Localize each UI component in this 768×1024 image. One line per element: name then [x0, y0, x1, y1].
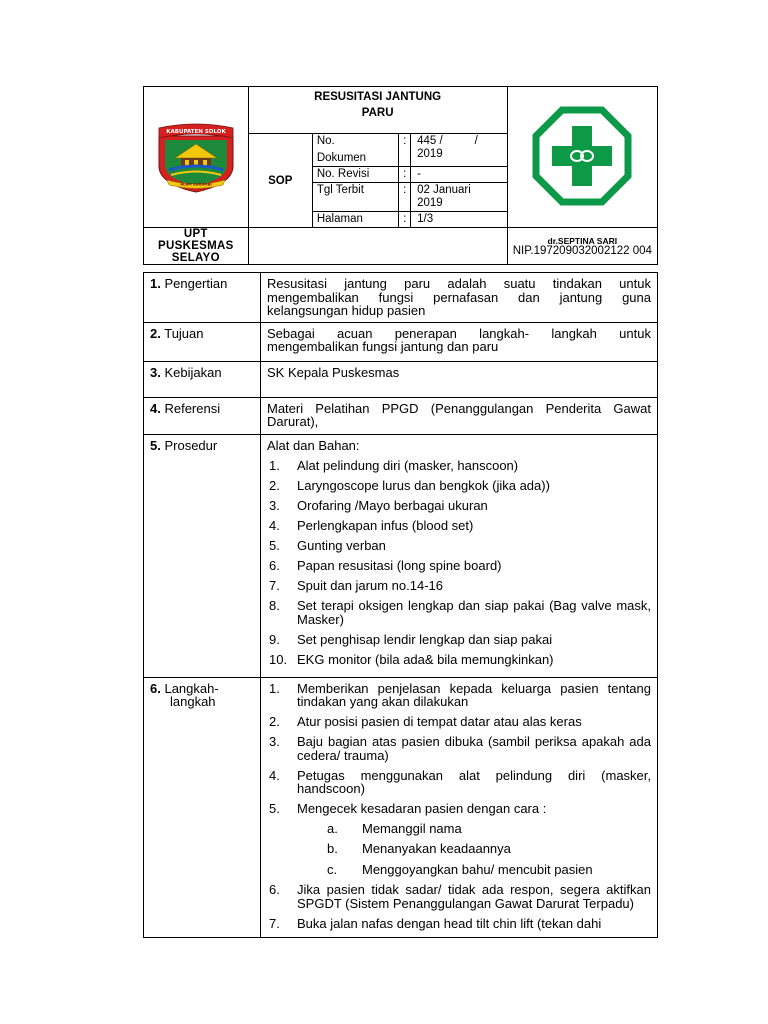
sub-list-item-letter: c.: [327, 861, 338, 877]
puskesmas-logo-icon: [532, 106, 632, 206]
list-item: [267, 499, 651, 513]
section-label: [144, 273, 261, 323]
list-item-number: 3.: [269, 734, 280, 749]
list-item-number: 9.: [269, 631, 280, 647]
prosedur-heading: Alat dan Bahan:: [267, 437, 360, 453]
section-content-prosedur: [261, 434, 658, 677]
blank-cell: [248, 228, 507, 265]
list-item-text: Jika pasien tidak sadar/ tidak ada respon, segera aktifkan SPGDT (Sistem Penanggulangan Gawat Darurat Terpadu): [297, 882, 651, 911]
section-row-kebijakan: [144, 361, 658, 397]
section-number: 5.: [150, 437, 161, 453]
list-item-text: Mengecek kesadaran pasien dengan cara :: [297, 801, 547, 816]
list-item-text: Alat pelindung diri (masker, hanscoon): [297, 458, 519, 473]
list-item-text: Baju bagian atas pasien dibuka (sambil periksa apakah ada cedera/ trauma): [297, 734, 651, 763]
alat-bahan-list: [267, 459, 651, 666]
meta-key-tgl-terbit: Tgl Terbit: [312, 183, 398, 212]
section-title: Prosedur: [164, 437, 218, 453]
section-content-langkah: [261, 677, 658, 937]
meta-value-line2: 2019: [417, 148, 443, 160]
meta-key-no-revisi: No. Revisi: [312, 167, 398, 183]
list-item-number: 6.: [269, 558, 280, 573]
section-number: 6.: [150, 680, 161, 696]
org-line-2: PUSKESMAS: [158, 240, 234, 252]
meta-value-no-dokumen: [411, 134, 508, 167]
list-item-text: Petugas menggunakan alat pelindung diri (masker, handscoon): [297, 767, 651, 796]
list-item: [267, 917, 651, 931]
org-line-1: UPT: [183, 228, 208, 240]
list-item-text: Spuit dan jarum no.14-16: [297, 578, 443, 593]
list-item-text: Gunting verban: [297, 538, 386, 553]
list-item-text: Set terapi oksigen lengkap dan siap pakai (Bag valve mask, Masker): [297, 598, 651, 627]
meta-value-no-revisi: -: [411, 167, 508, 183]
section-label: [144, 361, 261, 397]
list-item: [267, 539, 651, 553]
puskesmas-logo-cell: [507, 87, 657, 228]
list-item-text: Laryngoscope lurus dan bengkok (jika ada)): [297, 478, 550, 493]
section-number: 3.: [150, 364, 161, 380]
list-item-number: 4.: [269, 518, 280, 533]
section-row-tujuan: [144, 322, 658, 361]
list-item: [267, 559, 651, 573]
section-row-referensi: [144, 397, 658, 434]
section-number: 4.: [150, 400, 161, 416]
meta-key-no-dokumen: [312, 134, 398, 167]
list-item-number: 1.: [269, 458, 280, 473]
list-item: [267, 735, 651, 762]
sub-list-item-letter: b.: [327, 841, 338, 856]
sop-content-table: [143, 272, 658, 938]
list-item: [267, 682, 651, 709]
list-item-number: 6.: [269, 882, 280, 897]
signer-block: [507, 228, 657, 265]
meta-key-line1: No.: [316, 135, 335, 147]
sub-list-item: [297, 822, 651, 836]
list-item-number: 10.: [269, 651, 288, 667]
list-item-number: 5.: [269, 801, 280, 816]
list-item: [267, 459, 651, 473]
sub-list-item-text: Menanyakan keadaannya: [362, 841, 511, 856]
title-line-1: RESUSITASI JANTUNG: [314, 91, 442, 103]
list-item: [267, 883, 651, 910]
meta-value-line2: 2019: [417, 197, 443, 209]
list-item: [267, 599, 651, 626]
sop-header-table: [143, 86, 658, 265]
list-item-text: Orofaring /Mayo berbagai ukuran: [297, 498, 488, 513]
section-row-pengertian: [144, 273, 658, 323]
list-item: [267, 579, 651, 593]
sub-list-item-text: Memanggil nama: [362, 820, 462, 836]
section-text-kebijakan: SK Kepala Puskesmas: [261, 361, 658, 397]
list-item: [267, 653, 651, 667]
list-item-number: 8.: [269, 598, 280, 613]
section-label: [144, 677, 261, 937]
list-item-number: 3.: [269, 498, 280, 513]
list-item-number: 2.: [269, 478, 280, 493]
list-item-text: Memberikan penjelasan kepada keluarga pasien tentang tindakan yang akan dilakukan: [297, 680, 651, 709]
sub-list-item: [297, 842, 651, 856]
meta-colon: :: [399, 212, 411, 228]
regency-emblem-icon: [153, 118, 239, 194]
section-title: Langkah-: [164, 680, 219, 696]
section-label: [144, 434, 261, 677]
list-item-text: Buka jalan nafas dengan head tilt chin lift (tekan dahi: [297, 915, 602, 931]
list-item-number: 4.: [269, 767, 280, 783]
sub-list-item-text: Menggoyangkan bahu/ mencubit pasien: [362, 861, 593, 877]
meta-colon: :: [399, 134, 411, 167]
meta-value-tgl-terbit: [411, 183, 508, 212]
list-item-number: 7.: [269, 578, 280, 593]
section-row-langkah: [144, 677, 658, 937]
signer-nip: NIP.197209032002122 004: [512, 245, 652, 257]
org-line-3: SELAYO: [171, 252, 220, 264]
section-text-referensi: Materi Pelatihan PPGD (Penanggulangan Penderita Gawat Darurat),: [261, 397, 658, 434]
list-item-text: Papan resusitasi (long spine board): [297, 558, 502, 573]
list-item: [267, 479, 651, 493]
meta-key-halaman: Halaman: [312, 212, 398, 228]
section-title-line2: langkah: [170, 694, 216, 709]
section-number: 2.: [150, 325, 161, 341]
langkah-list: [267, 682, 651, 931]
list-item-text: Perlengkapan infus (blood set): [297, 518, 474, 533]
list-item: [267, 715, 651, 729]
meta-value-halaman: 1/3: [411, 212, 508, 228]
list-item-number: 7.: [269, 915, 280, 931]
section-title: Pengertian: [164, 276, 228, 291]
document-title: [248, 87, 507, 134]
regency-logo-cell: [144, 87, 249, 228]
section-text-pengertian: Resusitasi jantung paru adalah suatu tindakan untuk mengembalikan fungsi pernafasan dan jantung guna kelangsungan hidup pasien: [261, 273, 658, 323]
emblem-top-text: KABUPATEN SOLOK: [166, 128, 226, 135]
list-item: [267, 802, 651, 876]
sub-list-item-letter: a.: [327, 820, 338, 836]
section-label: [144, 397, 261, 434]
list-item-text: Set penghisap lendir lengkap dan siap pakai: [297, 631, 553, 647]
section-text-tujuan: Sebagai acuan penerapan langkah- langkah untuk mengembalikan fungsi jantung dan paru: [261, 322, 658, 361]
sub-list: [297, 822, 651, 877]
section-title: Tujuan: [164, 325, 204, 341]
list-item: [267, 519, 651, 533]
list-item-text: Atur posisi pasien di tempat datar atau alas keras: [297, 714, 582, 729]
title-line-2: PARU: [361, 107, 394, 119]
meta-value-line1: 445 / /: [417, 135, 478, 147]
meta-key-line2: Dokumen: [316, 152, 367, 164]
section-title: Referensi: [164, 400, 221, 416]
section-title: Kebijakan: [164, 364, 222, 380]
list-item: [267, 769, 651, 796]
sub-list-item: [297, 863, 651, 877]
list-item-number: 5.: [269, 538, 280, 553]
list-item-number: 2.: [269, 714, 280, 729]
section-label: [144, 322, 261, 361]
list-item-text: EKG monitor (bila ada& bila memungkinkan): [297, 651, 554, 667]
sop-label: SOP: [248, 134, 312, 228]
meta-value-line1: 02 Januari: [417, 184, 471, 196]
section-row-prosedur: [144, 434, 658, 677]
signer-name: dr.SEPTINA SARI: [547, 236, 618, 246]
emblem-ribbon-text: ALAM SURAMBI: [180, 182, 212, 186]
section-number: 1.: [150, 276, 161, 291]
meta-colon: :: [399, 183, 411, 212]
organization-name: [144, 228, 249, 265]
list-item: [267, 633, 651, 647]
list-item-number: 1.: [269, 680, 280, 696]
meta-colon: :: [399, 167, 411, 183]
